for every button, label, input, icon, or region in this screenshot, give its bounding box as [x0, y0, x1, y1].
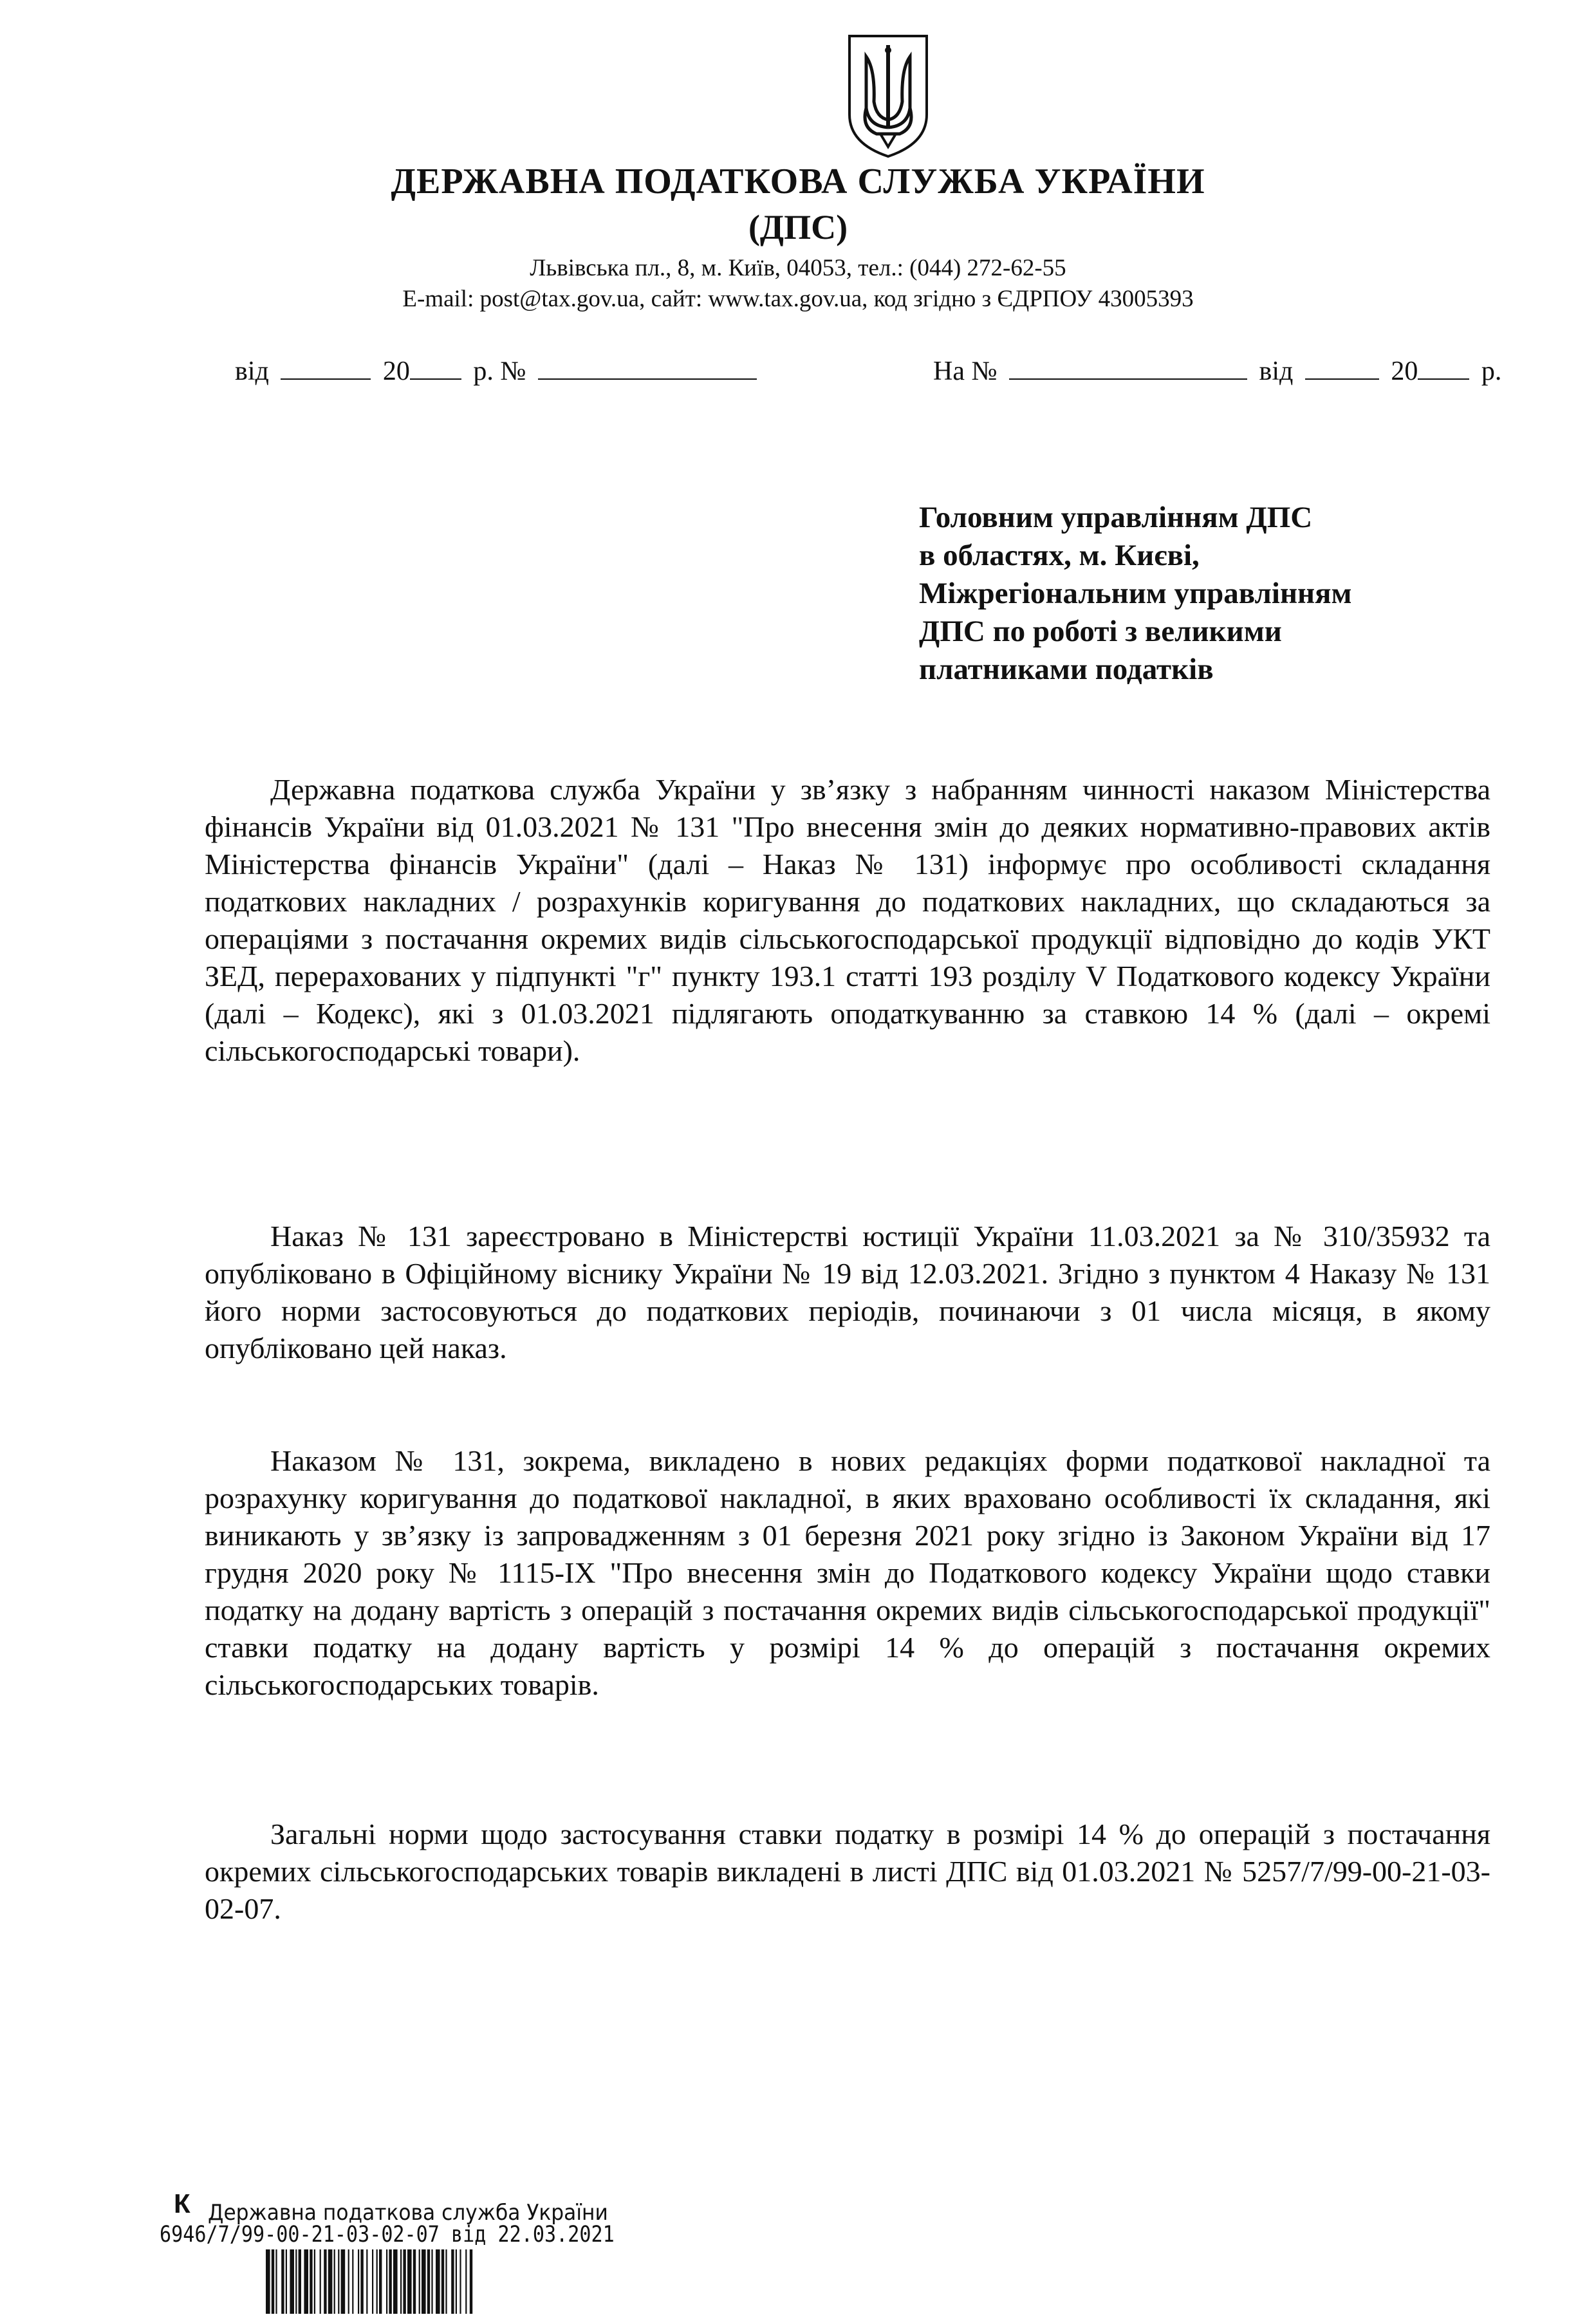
barcode-bar [290, 2249, 294, 2314]
barcode-bar [360, 2249, 363, 2314]
barcode-bar [358, 2249, 359, 2314]
stamp-org: Державна податкова служба України [208, 2200, 608, 2226]
recipient-line: платниками податків [919, 653, 1214, 686]
barcode-bar [295, 2249, 297, 2314]
barcode-bar [334, 2249, 335, 2314]
barcode-bar [431, 2249, 432, 2314]
recipient-block [919, 499, 1530, 689]
barcode-bar [341, 2249, 346, 2314]
barcode-bar [427, 2249, 430, 2314]
barcode-bar [441, 2249, 444, 2314]
barcode-bar [436, 2249, 440, 2314]
recipient-line: Головним управлінням ДПС [919, 501, 1313, 534]
body-paragraph: Наказ № 131 зареєстровано в Міністерстві юстиції України 11.03.2021 за № 310/35932 та опубліковано в Офіційному віснику України № 19 від 12.03.2021. Згідно з пунктом 4 Наказу № 131 його норми застосовуються до податкових періодів, починаючи з 01 числа місяця, в якому опубліковано цей наказ. [205, 1220, 1490, 1364]
barcode-bar [389, 2249, 391, 2314]
barcode-bar [286, 2249, 287, 2314]
recipient-line: в областях, м. Києві, [919, 539, 1200, 572]
barcode-bar [407, 2249, 412, 2314]
barcode-bar [299, 2249, 301, 2314]
from-label: від [235, 357, 269, 386]
outgoing-registration-line [235, 353, 762, 387]
reply-label: На № [933, 357, 998, 386]
date-blank [281, 353, 371, 380]
reply-year-blank [1418, 353, 1469, 380]
year-label: 20 [382, 357, 410, 386]
barcode-bar [465, 2249, 467, 2314]
barcode-bar [376, 2249, 378, 2314]
barcode-bar [419, 2249, 420, 2314]
recipient-line: Міжрегіональним управлінням [919, 577, 1352, 610]
barcode-bar [281, 2249, 284, 2314]
barcode-bar [400, 2249, 402, 2314]
barcode-bar [379, 2249, 382, 2314]
barcode-bar [352, 2249, 353, 2314]
barcode-bar [275, 2249, 277, 2314]
barcode-bar [393, 2249, 398, 2314]
body-paragraph: Державна податкова служба України у зв’язку з набранням чинності наказом Міністерства фінансів України від 01.03.2021 № 131 "Про внесення змін до деяких нормативно-правових актів Міністерства фінансів України" (далі – Наказ № 131) інформує про особливості складання податкових накладних / розрахунків коригування до податкових накладних, що складаються за операціями з постачання окремих видів сільськогосподарської продукції відповідно до кодів УКТ ЗЕД, перерахованих у підпункті "г" пункту 193.1 статті 193 розділу V Податкового кодексу України (далі – Кодекс), які з 01.03.2021 підлягають оподаткуванню за ставкою 14 % (далі – окремі сільськогосподарські товари). [205, 773, 1490, 1067]
recipient-line: ДПС по роботі з великими [919, 615, 1282, 648]
number-blank [538, 353, 757, 380]
barcode-bar [403, 2249, 405, 2314]
org-short-name: (ДПС) [748, 208, 848, 247]
number-label: № [500, 357, 526, 386]
reply-number-blank [1009, 353, 1247, 380]
barcode-bar [386, 2249, 387, 2314]
trident-coat-of-arms-icon [843, 31, 933, 160]
barcode-bar [348, 2249, 349, 2314]
barcode-bar [314, 2249, 315, 2314]
barcode-bar [310, 2249, 312, 2314]
barcode-bar [338, 2249, 339, 2314]
barcode-bar [372, 2249, 373, 2314]
body-paragraph: Загальні норми щодо застосування ставки податку в розмірі 14 % до операцій з постачання окремих сільськогосподарських товарів викладені в листі ДПС від 01.03.2021 № 5257/7/99-00-21-03-02-07. [205, 1818, 1490, 1925]
org-contacts: E-mail: post@tax.gov.ua, сайт: www.tax.gov.ua, код згідно з ЄДРПОУ 43005393 [402, 286, 1194, 312]
barcode-bar [266, 2249, 270, 2314]
barcode-bar [451, 2249, 454, 2314]
barcode-bar [459, 2249, 461, 2314]
registration-stamp [160, 2188, 674, 2317]
org-address: Львівська пл., 8, м. Київ, 04053, тел.: (044) 272-62-55 [530, 255, 1066, 281]
reply-from-label: від [1259, 357, 1294, 386]
barcode-bar [328, 2249, 333, 2314]
barcode-bar [413, 2249, 416, 2314]
barcode-bar [366, 2249, 367, 2314]
stamp-reg-number: 6946/7/99-00-21-03-02-07 від 22.03.2021 [160, 2222, 615, 2247]
year-suffix: р. [473, 357, 494, 386]
reply-date-blank [1305, 353, 1379, 380]
barcode-bar [456, 2249, 457, 2314]
year-blank [410, 353, 461, 380]
body-paragraph: Наказом № 131, зокрема, викладено в нових редакціях форми податкової накладної та розрахунку коригування до податкової накладної, в яких враховано особливості їх складання, які виникають у зв’язку із запровадженням з 01 березня 2021 року згідно із Законом України від 17 грудня 2020 року № 1115-IX "Про внесення змін до Податкового кодексу України щодо ставки податку на додану вартість з операцій з постачання окремих видів сільськогосподарської продукції" ставки податку на додану вартість у розмірі 14 % до операцій з постачання окремих сільськогосподарських товарів. [205, 1444, 1490, 1701]
barcode-bar [445, 2249, 447, 2314]
barcode-bar [304, 2249, 308, 2314]
barcode-icon [266, 2249, 626, 2314]
barcode-bar [272, 2249, 274, 2314]
barcode-bar [470, 2249, 472, 2314]
barcode-bar [422, 2249, 426, 2314]
reply-year-suffix: р. [1481, 357, 1502, 386]
org-name: ДЕРЖАВНА ПОДАТКОВА СЛУЖБА УКРАЇНИ [391, 162, 1205, 201]
barcode-bar [324, 2249, 326, 2314]
reply-year-label: 20 [1391, 357, 1418, 386]
incoming-registration-line [933, 353, 1501, 387]
barcode-bar [320, 2249, 321, 2314]
stamp-letter: К [174, 2188, 190, 2219]
